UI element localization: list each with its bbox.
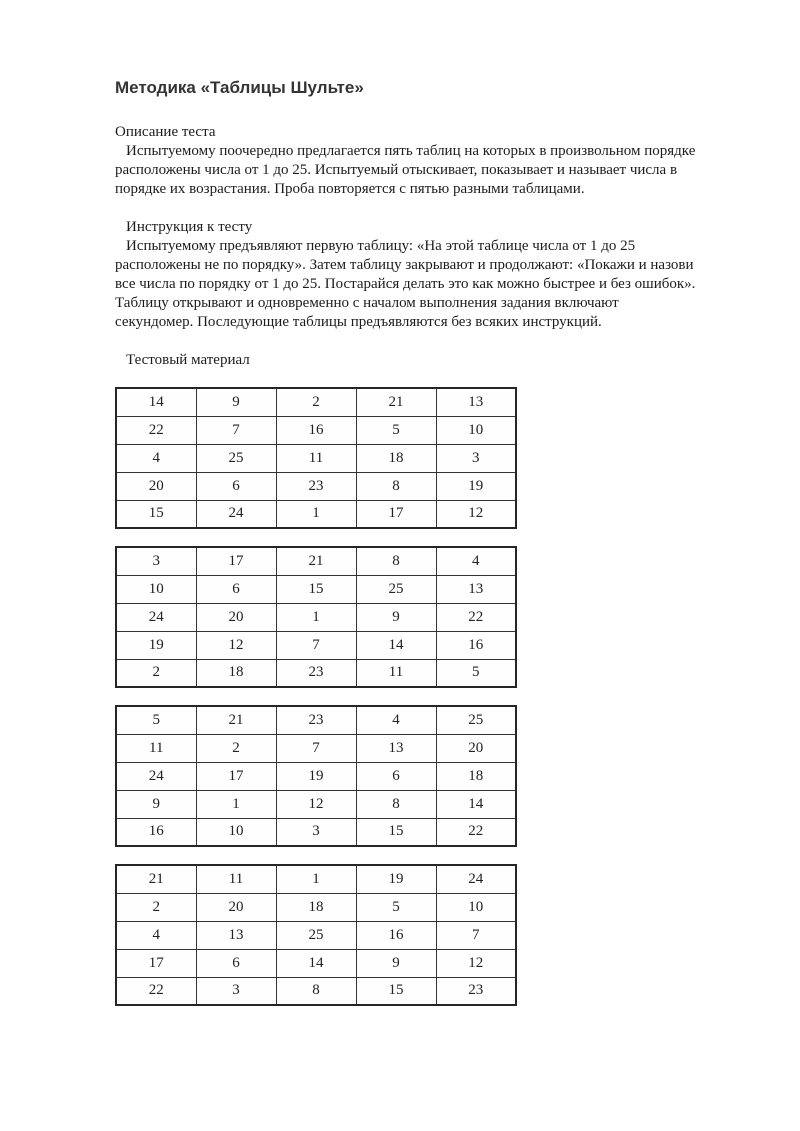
table-cell: 21 [356, 388, 436, 416]
table-cell: 12 [436, 500, 516, 528]
table-cell: 15 [356, 818, 436, 846]
table-cell: 18 [276, 893, 356, 921]
table-cell: 14 [356, 631, 436, 659]
schulte-table-1 [115, 387, 517, 529]
table-cell: 6 [196, 472, 276, 500]
table-row [116, 818, 516, 846]
table-cell: 16 [276, 416, 356, 444]
table-row [116, 977, 516, 1005]
table-row [116, 603, 516, 631]
spacer [115, 370, 700, 387]
table-cell: 6 [196, 575, 276, 603]
table-row [116, 949, 516, 977]
table-cell: 18 [436, 762, 516, 790]
table-cell: 5 [116, 706, 196, 734]
table-cell: 13 [436, 388, 516, 416]
table-cell: 13 [436, 575, 516, 603]
table-cell: 11 [356, 659, 436, 687]
table-cell: 3 [436, 444, 516, 472]
table-cell: 4 [116, 444, 196, 472]
table-cell: 22 [116, 977, 196, 1005]
table-cell: 2 [116, 893, 196, 921]
table-cell: 8 [356, 790, 436, 818]
table-cell: 14 [116, 388, 196, 416]
table-cell: 22 [116, 416, 196, 444]
spacer [115, 332, 700, 351]
table-cell: 12 [276, 790, 356, 818]
table-row [116, 631, 516, 659]
table-cell: 9 [196, 388, 276, 416]
table-cell: 25 [356, 575, 436, 603]
table-cell: 24 [116, 603, 196, 631]
table-cell: 4 [356, 706, 436, 734]
table-cell: 2 [196, 734, 276, 762]
table-cell: 18 [196, 659, 276, 687]
table-cell: 19 [436, 472, 516, 500]
table-cell: 9 [116, 790, 196, 818]
table-row [116, 547, 516, 575]
table-cell: 4 [436, 547, 516, 575]
table-row [116, 893, 516, 921]
table-cell: 11 [196, 865, 276, 893]
table-cell: 2 [116, 659, 196, 687]
table-row [116, 790, 516, 818]
table-cell: 5 [356, 416, 436, 444]
table-cell: 17 [116, 949, 196, 977]
table-cell: 16 [116, 818, 196, 846]
table-cell: 21 [196, 706, 276, 734]
table-row [116, 706, 516, 734]
table-cell: 10 [196, 818, 276, 846]
table-cell: 21 [116, 865, 196, 893]
table-cell: 17 [196, 547, 276, 575]
table-cell: 8 [356, 472, 436, 500]
table-row [116, 472, 516, 500]
description-heading: Описание теста [115, 124, 216, 140]
table-cell: 16 [436, 631, 516, 659]
table-cell: 23 [276, 706, 356, 734]
table-cell: 5 [436, 659, 516, 687]
table-cell: 12 [196, 631, 276, 659]
instruction-heading: Инструкция к тесту [126, 219, 253, 235]
table-cell: 3 [276, 818, 356, 846]
table-cell: 16 [356, 921, 436, 949]
table-cell: 15 [276, 575, 356, 603]
table-cell: 20 [196, 603, 276, 631]
schulte-table-3 [115, 705, 517, 847]
table-row [116, 575, 516, 603]
schulte-table-4 [115, 864, 517, 1006]
table-cell: 20 [116, 472, 196, 500]
table-cell: 13 [356, 734, 436, 762]
table-cell: 15 [356, 977, 436, 1005]
table-cell: 1 [276, 865, 356, 893]
table-cell: 19 [276, 762, 356, 790]
table-cell: 25 [196, 444, 276, 472]
table-cell: 7 [436, 921, 516, 949]
table-cell: 15 [116, 500, 196, 528]
table-cell: 25 [436, 706, 516, 734]
table-cell: 24 [436, 865, 516, 893]
table-cell: 24 [116, 762, 196, 790]
table-cell: 9 [356, 603, 436, 631]
table-cell: 3 [116, 547, 196, 575]
table-cell: 2 [276, 388, 356, 416]
table-row [116, 388, 516, 416]
table-cell: 7 [276, 631, 356, 659]
description-section [115, 123, 697, 199]
table-cell: 1 [276, 500, 356, 528]
table-cell: 18 [356, 444, 436, 472]
table-cell: 10 [436, 893, 516, 921]
table-cell: 9 [356, 949, 436, 977]
table-cell: 10 [436, 416, 516, 444]
table-cell: 3 [196, 977, 276, 1005]
table-cell: 1 [276, 603, 356, 631]
table-cell: 5 [356, 893, 436, 921]
table-row [116, 734, 516, 762]
description-paragraph: Испытуемому поочередно предлагается пять таблиц на которых в произвольном порядке расположены числа от 1 до 25. Испытуемый отыскивает, показывает и называет числа в порядке их возрастания. Проба повторяется с пятью разными таблицами. [115, 143, 696, 197]
table-cell: 8 [356, 547, 436, 575]
table-cell: 24 [196, 500, 276, 528]
table-row [116, 659, 516, 687]
instruction-paragraph: Испытуемому предъявляют первую таблицу: «На этой таблице числа от 1 до 25 расположены не по порядку». Затем таблицу закрывают и продолжают: «Покажи и назови все числа по порядку от 1 до 25. Постарайся делать это как можно быстрее и без ошибок». Таблицу открывают и одновременно с началом выполнения задания включают секундомер. Последующие таблицы предъявляются без всяких инструкций. [115, 238, 696, 330]
table-cell: 17 [196, 762, 276, 790]
table-row [116, 921, 516, 949]
document-title: Методика «Таблицы Шульте» [115, 78, 364, 97]
table-row [116, 762, 516, 790]
table-cell: 19 [116, 631, 196, 659]
table-cell: 11 [116, 734, 196, 762]
table-cell: 20 [436, 734, 516, 762]
spacer [115, 199, 700, 218]
table-cell: 23 [436, 977, 516, 1005]
instruction-section [115, 218, 697, 332]
table-cell: 20 [196, 893, 276, 921]
table-cell: 19 [356, 865, 436, 893]
table-cell: 23 [276, 472, 356, 500]
table-cell: 12 [436, 949, 516, 977]
table-cell: 8 [276, 977, 356, 1005]
table-cell: 17 [356, 500, 436, 528]
table-cell: 4 [116, 921, 196, 949]
table-cell: 6 [356, 762, 436, 790]
table-cell: 14 [436, 790, 516, 818]
table-row [116, 416, 516, 444]
table-cell: 23 [276, 659, 356, 687]
table-cell: 13 [196, 921, 276, 949]
table-cell: 22 [436, 603, 516, 631]
material-heading: Тестовый материал [126, 352, 250, 368]
schulte-table-2 [115, 546, 517, 688]
table-cell: 6 [196, 949, 276, 977]
table-cell: 1 [196, 790, 276, 818]
table-cell: 14 [276, 949, 356, 977]
table-cell: 7 [196, 416, 276, 444]
table-row [116, 865, 516, 893]
table-cell: 22 [436, 818, 516, 846]
table-cell: 21 [276, 547, 356, 575]
table-row [116, 444, 516, 472]
table-cell: 7 [276, 734, 356, 762]
table-cell: 11 [276, 444, 356, 472]
table-row [116, 500, 516, 528]
table-cell: 10 [116, 575, 196, 603]
table-cell: 25 [276, 921, 356, 949]
